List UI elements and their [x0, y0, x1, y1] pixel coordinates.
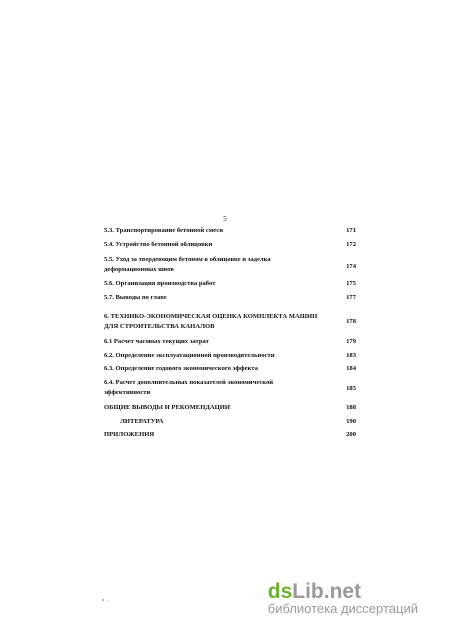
toc-entry-title: 6.3. Определение годового экономического эффекта — [104, 365, 258, 372]
toc-entry-title: 5.7. Выводы по главе — [104, 294, 167, 301]
toc-entry-page: 171 — [346, 227, 356, 234]
toc-entry-page: 200 — [346, 431, 356, 438]
toc-entry-page: 185 — [346, 385, 356, 392]
dslib-subtitle: библиотека диссертаций — [267, 601, 418, 616]
toc-entry-title: 6. ТЕХНИКО-ЭКОНОМИЧЕСКАЯ ОЦЕНКА КОМПЛЕКТА МАШИН ДЛЯ СТРОИТЕЛЬСТВА КАНАЛОВ — [104, 313, 318, 330]
toc-entry-page: 183 — [346, 352, 356, 359]
page-number: 5 — [223, 215, 227, 223]
toc-entry-page: 188 — [346, 404, 356, 411]
scan-speck — [102, 599, 104, 601]
scan-speck — [108, 600, 109, 601]
dslib-watermark — [268, 580, 418, 616]
toc-entry-title: 6.2. Определение эксплуатационной производительности — [104, 352, 275, 359]
toc-entry-page: 190 — [346, 418, 356, 425]
toc-entry-title: ОБЩИЕ ВЫВОДЫ И РЕКОМЕНДАЦИИ — [104, 404, 231, 411]
toc-entry-page: 174 — [346, 263, 356, 270]
toc-entry-title: 5.6. Организация производства работ — [104, 280, 216, 287]
toc-entry-title: ПРИЛОЖЕНИЯ — [104, 431, 155, 438]
toc-entry-page: 178 — [346, 318, 356, 325]
toc-entry-page: 175 — [346, 280, 356, 287]
dslib-logo-suffix: Lib.net — [292, 580, 362, 603]
toc-entry-page: 172 — [346, 241, 356, 248]
toc-entry-title: 5.5. Уход за твердеющим бетоном в облицовке и заделка деформационных швов — [104, 256, 271, 273]
toc-entry-page: 179 — [346, 338, 356, 345]
toc-entry-title: 6.4. Расчет дополнительных показателей экономической эффективности — [104, 379, 274, 396]
toc-entry-page: 177 — [346, 294, 356, 301]
dslib-logo-prefix: ds — [267, 580, 293, 603]
toc-entry-page: 184 — [346, 365, 356, 372]
toc-entry-title: 5.3. Транспортирование бетонной смеси — [104, 227, 223, 234]
toc-entry-title: 5.4. Устройство бетонной облицовки — [104, 241, 213, 248]
toc-entry-title: 6.1 Расчет часовых текущих затрат — [104, 338, 209, 345]
toc-entry-title: ЛИТЕРАТУРА — [120, 418, 164, 425]
